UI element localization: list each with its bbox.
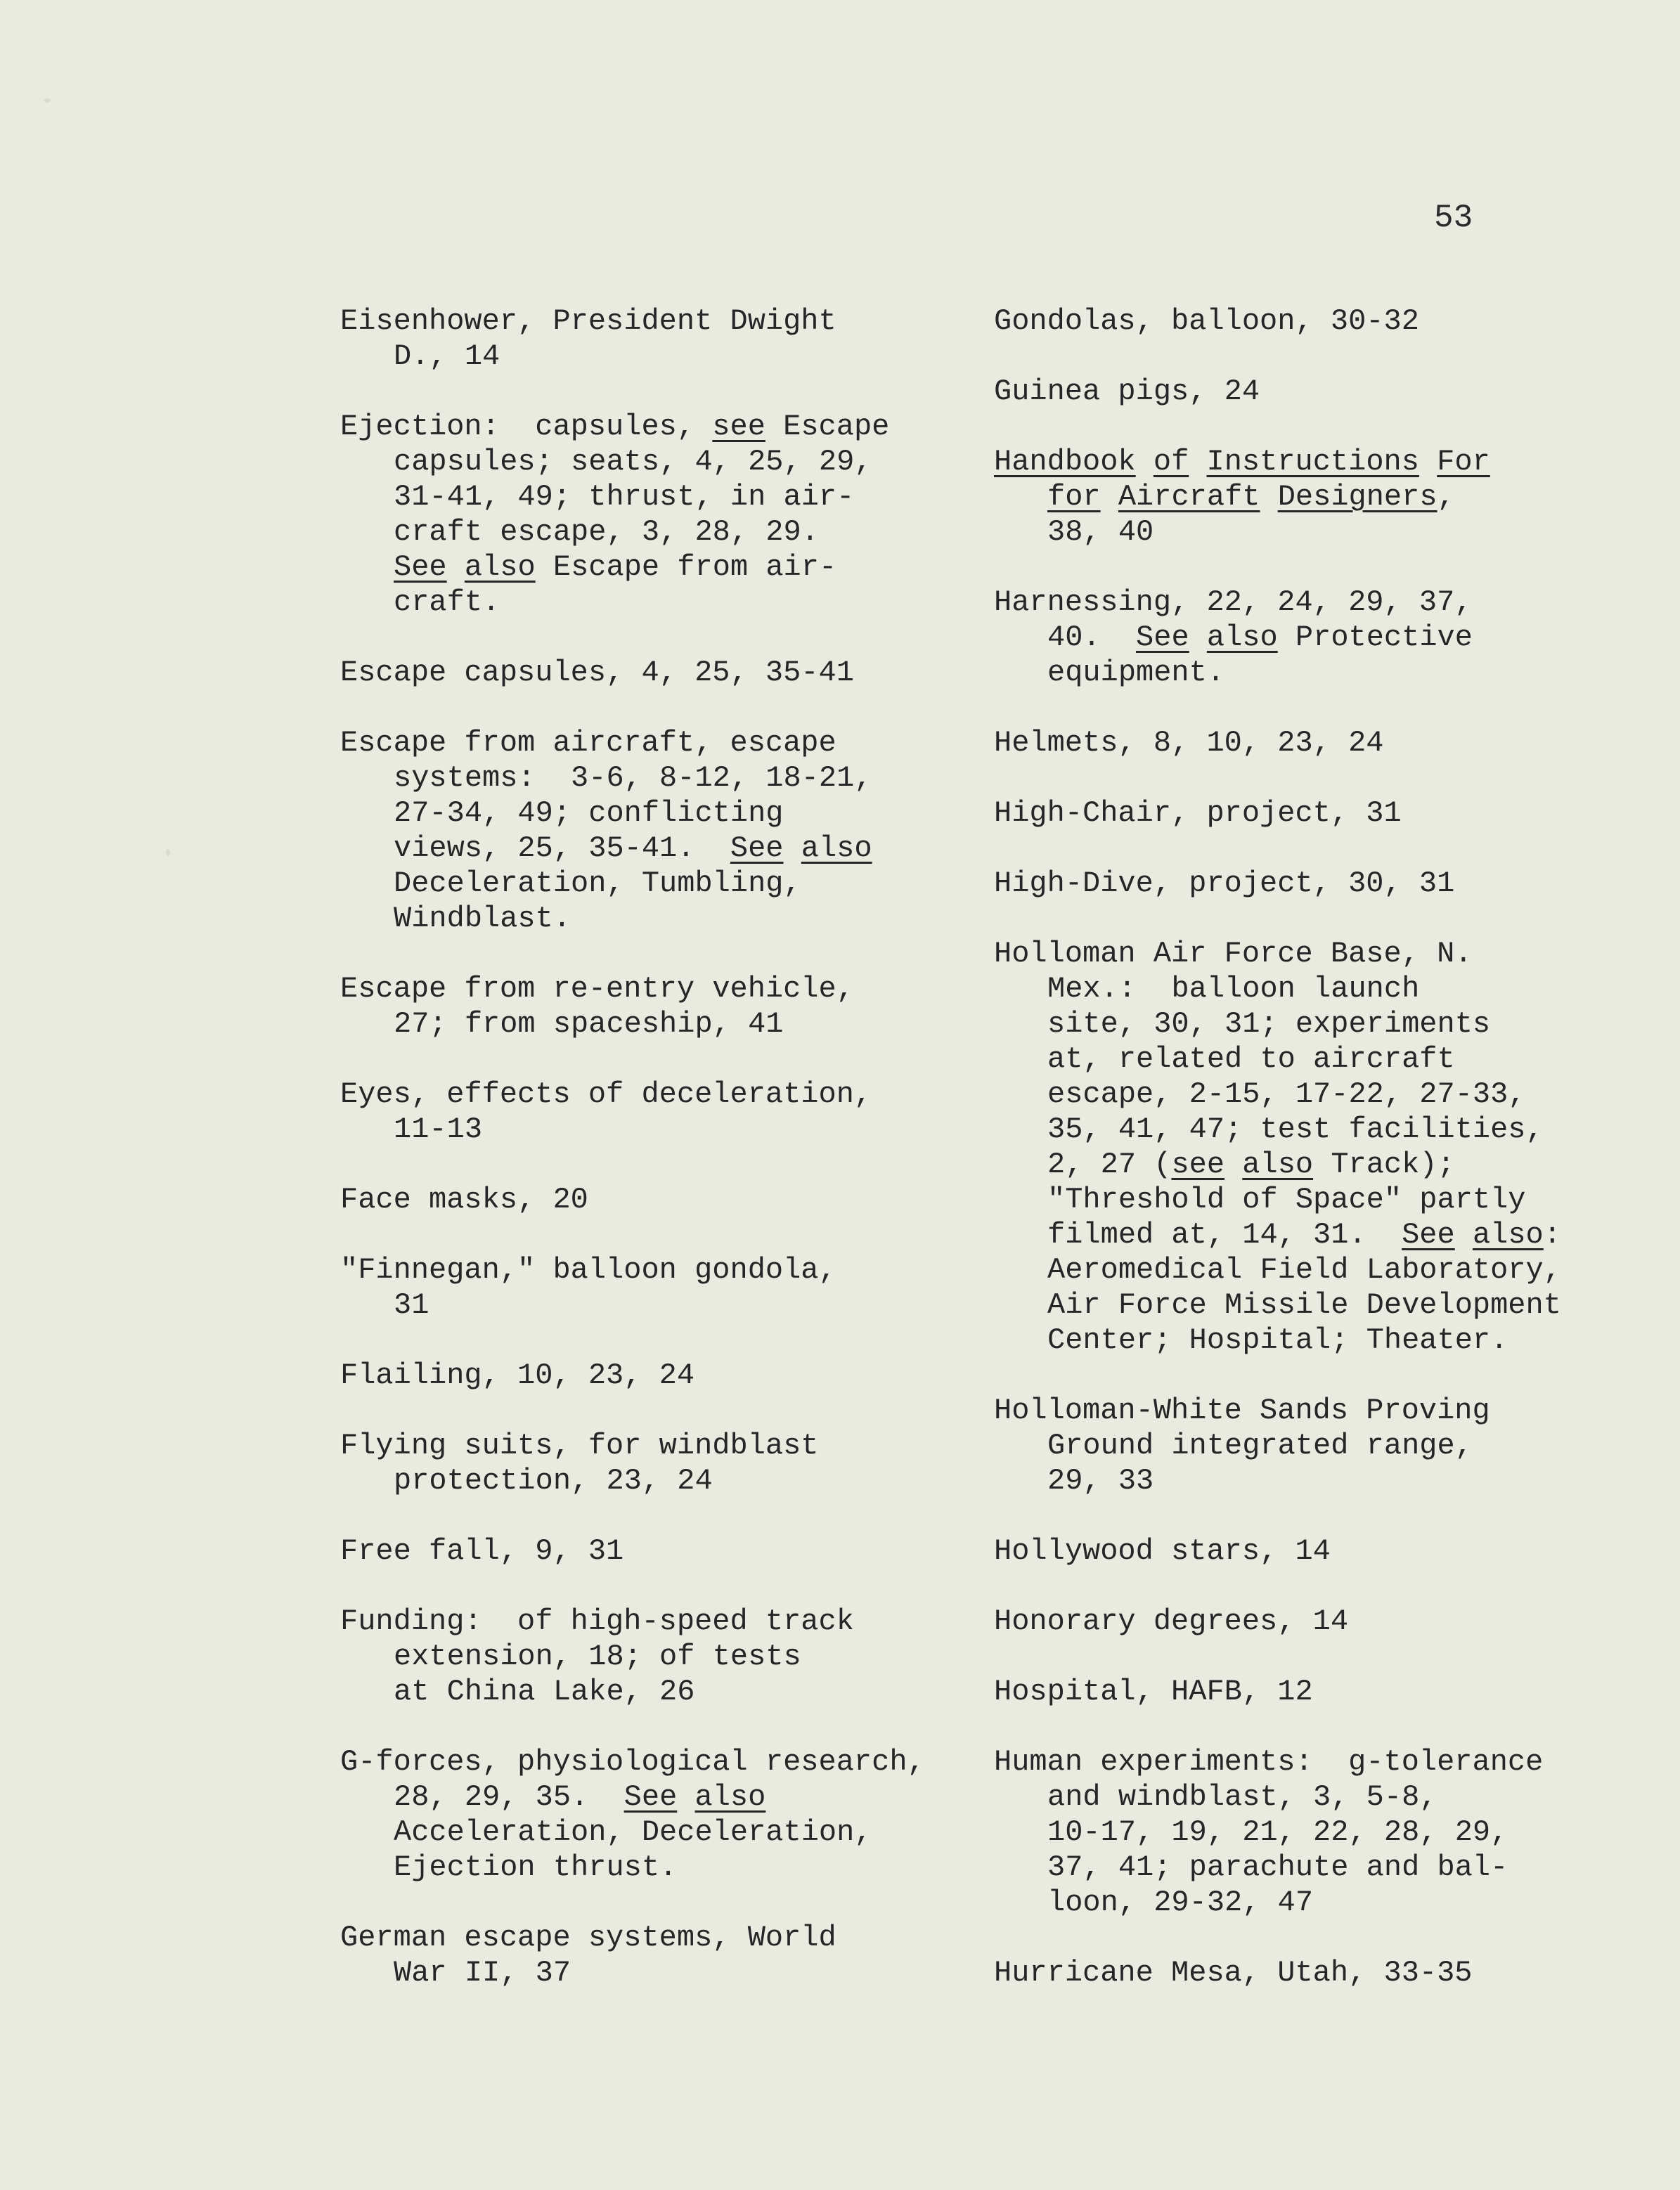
index-entry	[994, 725, 1570, 760]
entry-text: High-Chair, project, 31	[994, 796, 1402, 830]
entry-text: at, related to aircraft	[1047, 1042, 1455, 1076]
entry-text: Track);	[1313, 1148, 1455, 1181]
entry-text: at China Lake, 26	[394, 1675, 695, 1709]
entry-text: Eyes, effects of deceleration,	[340, 1077, 872, 1111]
index-entry-continuation-line	[340, 1112, 1043, 1147]
index-entry-continuation-line	[994, 1112, 1570, 1147]
index-entry	[994, 796, 1570, 831]
index-entry	[340, 409, 1043, 620]
entry-text: Helmets, 8, 10, 23, 24	[994, 726, 1384, 760]
index-column-left	[340, 304, 1043, 2026]
index-entry	[994, 1534, 1570, 1569]
index-entry-continuation-line	[994, 1780, 1570, 1815]
entry-text: protection, 23, 24	[394, 1464, 713, 1498]
index-entry-heading-line	[340, 1077, 1043, 1112]
index-entry-continuation-line	[994, 1428, 1570, 1463]
index-entry	[994, 936, 1570, 1358]
index-entry-continuation-line	[994, 1463, 1570, 1498]
index-entry-continuation-line	[994, 971, 1570, 1006]
underlined-text: Designers	[1277, 480, 1437, 514]
paper-speck	[44, 98, 51, 103]
index-entry-continuation-line	[340, 1780, 1043, 1815]
entry-text: Air Force Missile Development	[1047, 1288, 1561, 1322]
index-entry-continuation-line	[994, 620, 1570, 655]
index-entry-continuation-line	[994, 1850, 1570, 1885]
entry-text: Honorary degrees, 14	[994, 1605, 1349, 1638]
underlined-text: also	[801, 831, 872, 865]
entry-text: extension, 18; of tests	[394, 1640, 801, 1673]
index-entry-heading-line	[994, 796, 1570, 831]
entry-text: 29, 33	[1047, 1464, 1154, 1498]
underlined-text: See	[1402, 1218, 1455, 1252]
index-entry-heading-line	[340, 971, 1043, 1006]
entry-text: Guinea pigs, 24	[994, 375, 1260, 408]
underlined-text: See	[394, 550, 447, 584]
entry-text: escape, 2-15, 17-22, 27-33,	[1047, 1077, 1526, 1111]
index-entry-heading-line	[994, 374, 1570, 409]
index-entry-continuation-line	[340, 585, 1043, 620]
underlined-text: For	[1437, 445, 1490, 479]
entry-text: 40.	[1047, 621, 1137, 654]
index-entry	[994, 585, 1570, 690]
index-entry-continuation-line	[994, 1217, 1570, 1252]
index-entry-heading-line	[994, 866, 1570, 901]
entry-text: Escape from aircraft, escape	[340, 726, 836, 760]
index-entry-heading-line	[994, 1534, 1570, 1569]
entry-text: and windblast, 3, 5-8,	[1047, 1780, 1437, 1814]
underlined-text: also	[1242, 1148, 1314, 1181]
entry-text: Funding: of high-speed track	[340, 1605, 854, 1638]
index-entry-heading-line	[994, 1393, 1570, 1428]
entry-text: German escape systems, World	[340, 1921, 836, 1955]
index-column-right	[994, 304, 1570, 2026]
index-entry-continuation-line	[340, 1288, 1043, 1323]
index-entry-heading-line	[994, 725, 1570, 760]
index-entry-continuation-line	[340, 1006, 1043, 1042]
underlined-text: Instructions	[1206, 445, 1419, 479]
entry-text: Center; Hospital; Theater.	[1047, 1323, 1508, 1357]
entry-text: Gondolas, balloon, 30-32	[994, 304, 1419, 338]
underlined-text: for	[1047, 480, 1101, 514]
entry-text	[1101, 480, 1118, 514]
index-entry-continuation-line	[994, 1182, 1570, 1217]
entry-text: views, 25, 35-41.	[394, 831, 730, 865]
index-entry-continuation-line	[340, 479, 1043, 514]
index-entry	[340, 1604, 1043, 1709]
entry-text	[447, 550, 465, 584]
index-entry	[340, 1428, 1043, 1498]
entry-text: Flying suits, for windblast	[340, 1429, 819, 1463]
entry-text	[1225, 1148, 1242, 1181]
underlined-text: Handbook	[994, 445, 1136, 479]
underlined-text: See	[1136, 621, 1189, 654]
entry-text: Hollywood stars, 14	[994, 1534, 1331, 1568]
entry-text: 31-41, 49; thrust, in air-	[394, 480, 855, 514]
index-entry-continuation-line	[340, 901, 1043, 936]
underlined-text: also	[1472, 1218, 1544, 1252]
index-entry	[340, 1182, 1043, 1217]
index-entry-continuation-line	[994, 1323, 1570, 1358]
entry-text	[1189, 445, 1206, 479]
underlined-text: also	[1206, 621, 1278, 654]
entry-text: Eisenhower, President Dwight	[340, 304, 836, 338]
page-number: 53	[1434, 200, 1473, 236]
entry-text: "Threshold of Space" partly	[1047, 1183, 1526, 1217]
index-entry-continuation-line	[340, 760, 1043, 796]
entry-text: 38, 40	[1047, 515, 1154, 549]
entry-text	[1455, 1218, 1473, 1252]
index-entry-continuation-line	[994, 1815, 1570, 1850]
entry-text: craft.	[394, 585, 500, 619]
index-entry-heading-line	[994, 1674, 1570, 1709]
index-entry	[994, 1955, 1570, 1990]
index-entry-heading-line	[340, 725, 1043, 760]
index-entry-continuation-line	[340, 550, 1043, 585]
entry-text: Escape from re-entry vehicle,	[340, 972, 854, 1006]
entry-text: Ejection thrust.	[394, 1851, 678, 1884]
entry-text: 27-34, 49; conflicting	[394, 796, 784, 830]
entry-text: Escape	[765, 410, 890, 443]
index-entry-continuation-line	[340, 1850, 1043, 1885]
index-entry	[340, 725, 1043, 936]
index-entry-heading-line	[340, 409, 1043, 444]
entry-text: Escape from air-	[535, 550, 837, 584]
underlined-text: also	[464, 550, 536, 584]
index-entry-continuation-line	[994, 514, 1570, 550]
entry-text: War II, 37	[394, 1956, 571, 1990]
index-entry	[340, 1920, 1043, 1990]
index-entry-heading-line	[994, 1744, 1570, 1780]
index-entry-continuation-line	[340, 1815, 1043, 1850]
index-entry-continuation-line	[340, 1674, 1043, 1709]
index-entry-heading-line	[340, 1534, 1043, 1569]
index-entry	[994, 1393, 1570, 1498]
index-entry	[340, 1534, 1043, 1569]
entry-text: Face masks, 20	[340, 1183, 588, 1217]
index-entry-heading-line	[994, 936, 1570, 971]
entry-text: :	[1543, 1218, 1561, 1252]
entry-text: Escape capsules, 4, 25, 35-41	[340, 656, 854, 689]
index-entry-heading-line	[340, 1920, 1043, 1955]
entry-text: 28, 29, 35.	[394, 1780, 624, 1814]
underlined-text: of	[1153, 445, 1189, 479]
underlined-text: see	[1171, 1148, 1225, 1181]
index-entry	[994, 444, 1570, 550]
entry-text: 31	[394, 1288, 429, 1322]
index-entry-continuation-line	[994, 1006, 1570, 1042]
index-entry-continuation-line	[994, 479, 1570, 514]
index-entry	[340, 1252, 1043, 1323]
entry-text: Ground integrated range,	[1047, 1429, 1473, 1463]
index-entry-continuation-line	[994, 1885, 1570, 1920]
index-entry-heading-line	[994, 304, 1570, 339]
entry-text: Windblast.	[394, 902, 571, 935]
paper-speck	[166, 849, 170, 856]
entry-text: Human experiments: g-tolerance	[994, 1745, 1544, 1779]
index-entry-heading-line	[340, 1358, 1043, 1393]
entry-text: 11-13	[394, 1113, 483, 1146]
entry-text: systems: 3-6, 8-12, 18-21,	[394, 761, 872, 795]
index-entry-heading-line	[340, 1428, 1043, 1463]
index-entry-continuation-line	[994, 1147, 1570, 1182]
index-entry-continuation-line	[994, 1252, 1570, 1288]
index-entry-heading-line	[340, 1604, 1043, 1639]
entry-text: 10-17, 19, 21, 22, 28, 29,	[1047, 1815, 1508, 1849]
entry-text: Harnessing, 22, 24, 29, 37,	[994, 585, 1473, 619]
index-entry-heading-line	[340, 1182, 1043, 1217]
index-entry-continuation-line	[994, 655, 1570, 690]
entry-text: D., 14	[394, 339, 500, 373]
index-entry	[994, 1674, 1570, 1709]
index-entry	[340, 1077, 1043, 1147]
entry-text: loon, 29-32, 47	[1047, 1886, 1314, 1919]
entry-text: Aeromedical Field Laboratory,	[1047, 1253, 1561, 1287]
entry-text: Flailing, 10, 23, 24	[340, 1359, 695, 1392]
index-entry	[340, 304, 1043, 374]
entry-text: craft escape, 3, 28, 29.	[394, 515, 819, 549]
entry-text	[1189, 621, 1207, 654]
index-entry	[994, 1744, 1570, 1920]
index-entry	[340, 971, 1043, 1042]
index-entry-continuation-line	[340, 339, 1043, 374]
index-entry	[340, 1744, 1043, 1885]
index-entry	[994, 1604, 1570, 1639]
underlined-text: See	[730, 831, 784, 865]
index-entry-continuation-line	[994, 1042, 1570, 1077]
index-entry-continuation-line	[340, 514, 1043, 550]
entry-text: capsules; seats, 4, 25, 29,	[394, 445, 872, 479]
underlined-text: Aircraft	[1118, 480, 1260, 514]
index-entry-heading-line	[340, 304, 1043, 339]
entry-text: site, 30, 31; experiments	[1047, 1007, 1491, 1041]
index-entry-heading-line	[994, 585, 1570, 620]
index-entry-continuation-line	[994, 1288, 1570, 1323]
entry-text: equipment.	[1047, 656, 1225, 689]
entry-text: 2, 27 (	[1047, 1148, 1172, 1181]
index-entry-continuation-line	[340, 866, 1043, 901]
underlined-text: See	[623, 1780, 678, 1814]
entry-text: Ejection: capsules,	[340, 410, 713, 443]
entry-text: Holloman-White Sands Proving	[994, 1394, 1490, 1427]
index-entry-heading-line	[340, 1744, 1043, 1780]
underlined-text: also	[694, 1780, 766, 1814]
entry-text: Free fall, 9, 31	[340, 1534, 624, 1568]
index-entry-heading-line	[340, 1252, 1043, 1288]
entry-text: 27; from spaceship, 41	[394, 1007, 784, 1041]
index-entry	[994, 374, 1570, 409]
entry-text	[1419, 445, 1437, 479]
entry-text: Hospital, HAFB, 12	[994, 1675, 1313, 1709]
entry-text: 35, 41, 47; test facilities,	[1047, 1113, 1544, 1146]
index-entry-heading-line	[340, 655, 1043, 690]
entry-text: ,	[1437, 480, 1455, 514]
entry-text	[1260, 480, 1277, 514]
index-entry	[994, 304, 1570, 339]
entry-text: Deceleration, Tumbling,	[394, 867, 801, 900]
entry-text	[1136, 445, 1154, 479]
entry-text: Mex.: balloon launch	[1047, 972, 1420, 1006]
entry-text: G-forces, physiological research,	[340, 1745, 925, 1779]
entry-text: Hurricane Mesa, Utah, 33-35	[994, 1956, 1473, 1990]
entry-text	[677, 1780, 694, 1814]
index-entry-continuation-line	[340, 831, 1043, 866]
index-entry-continuation-line	[340, 1463, 1043, 1498]
index-entry-continuation-line	[340, 796, 1043, 831]
index-entry-heading-line	[994, 1604, 1570, 1639]
entry-text	[784, 831, 801, 865]
entry-text: Acceleration, Deceleration,	[394, 1815, 872, 1849]
index-entry-continuation-line	[340, 1955, 1043, 1990]
entry-text: 37, 41; parachute and bal-	[1047, 1851, 1508, 1884]
index-entry-continuation-line	[994, 1077, 1570, 1112]
entry-text: filmed at, 14, 31.	[1047, 1218, 1402, 1252]
entry-text: High-Dive, project, 30, 31	[994, 867, 1455, 900]
index-entry	[340, 1358, 1043, 1393]
index-entry	[994, 866, 1570, 901]
underlined-text: see	[712, 410, 765, 443]
entry-text: "Finnegan," balloon gondola,	[340, 1253, 836, 1287]
index-entry-continuation-line	[340, 444, 1043, 479]
index-entry-heading-line	[994, 1955, 1570, 1990]
index-entry-heading-line	[994, 444, 1570, 479]
index-entry-continuation-line	[340, 1639, 1043, 1674]
index-entry	[340, 655, 1043, 690]
entry-text: Holloman Air Force Base, N.	[994, 937, 1473, 971]
entry-text: Protective	[1277, 621, 1473, 654]
